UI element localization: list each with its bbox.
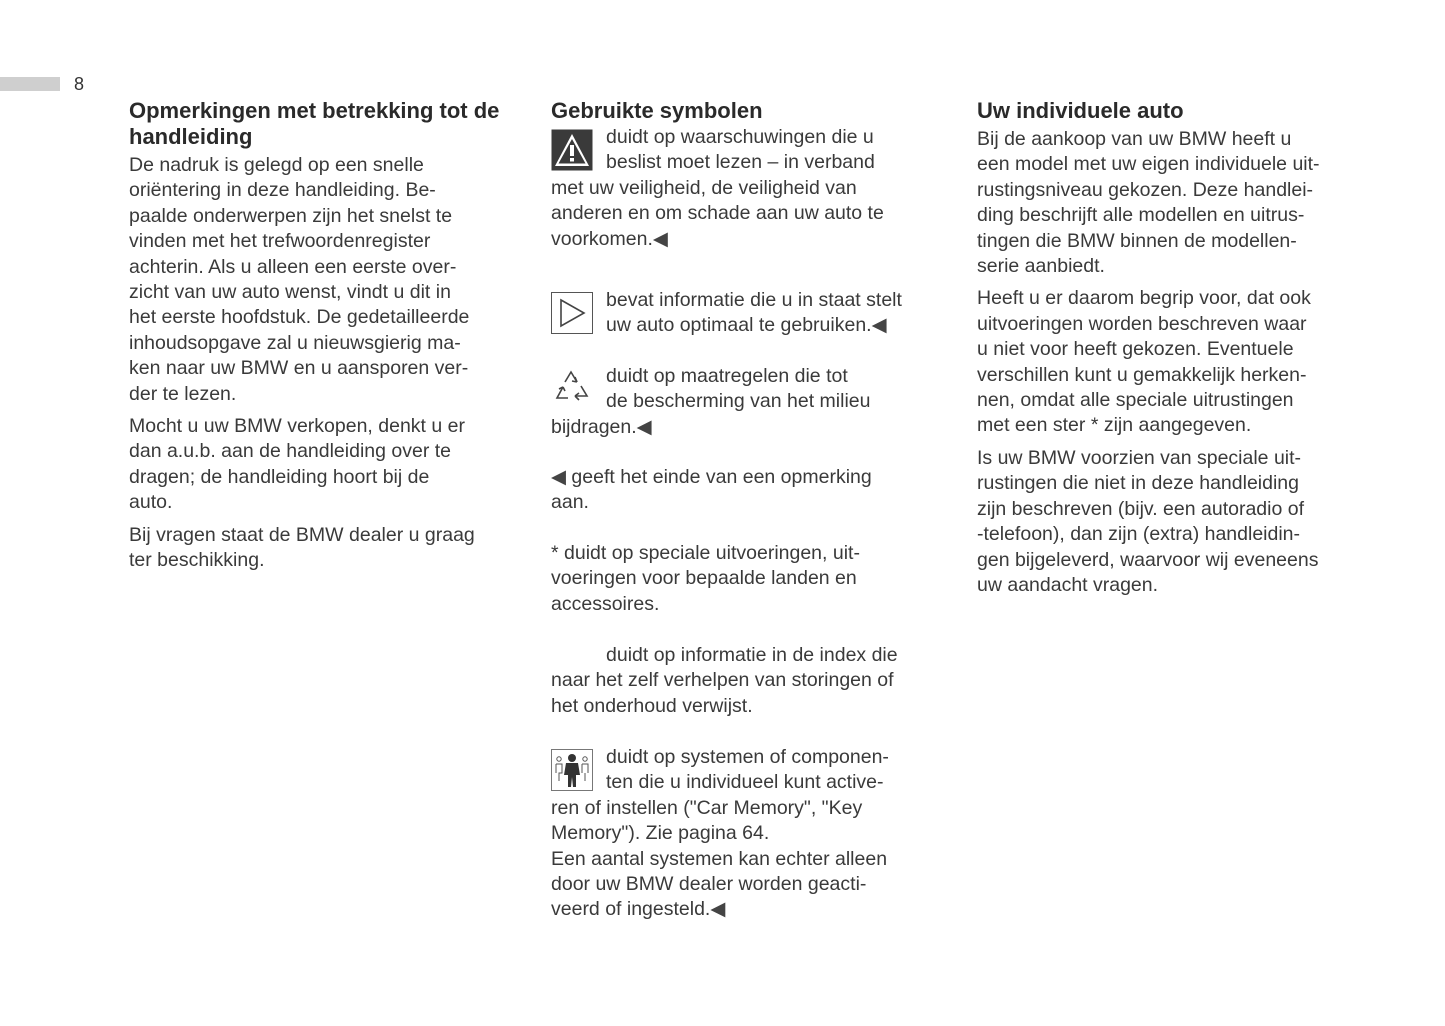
text-line: uitvoeringen worden beschreven waar — [977, 312, 1307, 335]
text-line: auto. — [129, 491, 173, 514]
text-line: rustingsniveau gekozen. Deze handlei- — [977, 178, 1314, 201]
paragraph-purchase — [977, 127, 1397, 279]
text-line: rustingen die niet in deze handleiding — [977, 472, 1299, 495]
text-line: de bescherming van het milieu — [606, 390, 871, 413]
text-line: uw aandacht vragen. — [977, 573, 1159, 596]
symbol-warning — [551, 125, 959, 252]
column-individual-car — [977, 98, 1397, 605]
warning-triangle-icon — [551, 129, 593, 171]
text-line: anderen en om schade aan uw auto te — [551, 202, 884, 225]
text-line: geeft het einde van een opmerking — [571, 466, 872, 488]
text-line: tingen die BMW binnen de modellen- — [977, 229, 1297, 252]
symbol-index — [551, 643, 959, 719]
text-line: duidt op speciale uitvoeringen, uit- — [564, 542, 860, 564]
star-marker: * — [1090, 414, 1099, 437]
text-line: gen bijgeleverd, waarvoor wij eveneens — [977, 548, 1319, 571]
end-marker-icon: ◀ — [551, 466, 566, 488]
text-line: Memory"). Zie pagina 64. — [551, 822, 770, 845]
text-line: ten die u individueel kunt active- — [606, 771, 884, 794]
text-line: duidt op maatregelen die tot — [606, 365, 848, 387]
text-line: vinden met het trefwoordenregister — [129, 230, 431, 253]
text-line: duidt op systemen of componen- — [606, 746, 889, 768]
text-line: oriëntering in deze handleiding. Be- — [129, 179, 436, 202]
heading-symbols: Gebruikte symbolen — [551, 98, 763, 123]
paragraph-selling — [129, 414, 534, 516]
text-line: uw auto optimaal te gebruiken. — [606, 314, 872, 337]
text-line: met een ster — [977, 414, 1091, 437]
text-line: zijn beschreven (bijv. een autoradio of — [977, 497, 1304, 520]
text-line: paalde onderwerpen zijn het snelst te — [129, 204, 453, 227]
page-number: 8 — [74, 74, 85, 94]
paragraph-dealer — [129, 523, 534, 574]
paragraph-intro — [129, 153, 534, 407]
text-line: met uw veiligheid, de veiligheid van — [551, 176, 857, 199]
text-line: Bij vragen staat de BMW dealer u graag — [129, 523, 475, 546]
text-line: naar het zelf verhelpen van storingen of — [551, 669, 894, 692]
text-line: veerd of ingesteld. — [551, 898, 711, 921]
text-line: voorkomen. — [551, 227, 653, 250]
text-line: De nadruk is gelegd op een snelle — [129, 154, 424, 176]
text-line: Mocht u uw BMW verkopen, denkt u er — [129, 415, 465, 438]
text-line: serie aanbiedt. — [977, 255, 1105, 278]
play-triangle-icon — [551, 292, 593, 334]
text-line: bevat informatie die u in staat stelt — [606, 289, 902, 311]
text-line: Een aantal systemen kan echter alleen — [551, 847, 888, 870]
text-line: inhoudsopgave zal u nieuwsgierig ma- — [129, 331, 461, 354]
text-line: door uw BMW dealer worden geacti- — [551, 873, 867, 896]
end-marker-icon: ◀ — [710, 898, 726, 921]
text-line: ding beschrijft alle modellen en uitrus- — [977, 204, 1305, 227]
text-line: het onderhoud verwijst. — [551, 694, 753, 717]
text-line: beslist moet lezen – in verband — [606, 151, 875, 174]
text-line: -telefoon), dan zijn (extra) handleidin- — [977, 523, 1301, 546]
text-line: bijdragen. — [551, 415, 637, 438]
symbol-end-marker — [551, 465, 959, 516]
page-marker-bar — [0, 77, 60, 91]
text-line: een model met uw eigen individuele uit- — [977, 153, 1320, 176]
paragraph-understanding — [977, 286, 1397, 438]
symbol-environment — [551, 364, 959, 440]
text-line: verschillen kunt u gemakkelijk herken- — [977, 363, 1307, 386]
paragraph-extra-manuals — [977, 446, 1397, 598]
text-line: dragen; de handleiding hoort bij de — [129, 465, 430, 488]
text-line: voeringen voor bepaalde landen en — [551, 567, 857, 590]
text-line: Bij de aankoop van uw BMW heeft u — [977, 128, 1292, 150]
end-marker-icon: ◀ — [871, 314, 887, 337]
heading-individual-car: Uw individuele auto — [977, 98, 1184, 123]
text-line: u niet voor heeft gekozen. Eventuele — [977, 338, 1294, 361]
text-line: duidt op informatie in de index die — [606, 644, 898, 666]
text-line: het eerste hoofdstuk. De gedetailleerde — [129, 306, 470, 329]
car-memory-person-icon — [551, 749, 593, 791]
text-line: accessoires. — [551, 592, 660, 615]
end-marker-icon: ◀ — [636, 415, 652, 438]
column-symbols — [551, 98, 959, 921]
symbol-car-memory — [551, 745, 959, 923]
end-marker-icon: ◀ — [652, 227, 668, 250]
text-line: aan. — [551, 491, 589, 514]
text-line: ren of instellen ("Car Memory", "Key — [551, 796, 863, 819]
column-manual-notes — [129, 98, 534, 581]
text-line: duidt op waarschuwingen die u — [606, 126, 874, 148]
text-line: der te lezen. — [129, 382, 237, 405]
star-marker: * — [551, 542, 559, 564]
text-line: achterin. Als u alleen een eerste over- — [129, 255, 457, 278]
text-line: Is uw BMW voorzien van speciale uit- — [977, 446, 1302, 469]
text-line: Heeft u er daarom begrip voor, dat ook — [977, 287, 1311, 310]
text-line: zijn aangegeven. — [1098, 414, 1252, 437]
text-line: dan a.u.b. aan de handleiding over te — [129, 440, 452, 463]
symbol-info — [551, 288, 959, 339]
heading-manual-notes: Opmerkingen met betrekking tot de handleiding — [129, 98, 500, 149]
text-line: nen, omdat alle speciale uitrustingen — [977, 389, 1294, 412]
symbol-star — [551, 541, 959, 617]
text-line: ken naar uw BMW en u aansporen ver- — [129, 357, 469, 380]
recycle-icon — [551, 366, 593, 408]
text-line: zicht van uw auto wenst, vindt u dit in — [129, 281, 451, 304]
text-line: ter beschikking. — [129, 549, 265, 572]
